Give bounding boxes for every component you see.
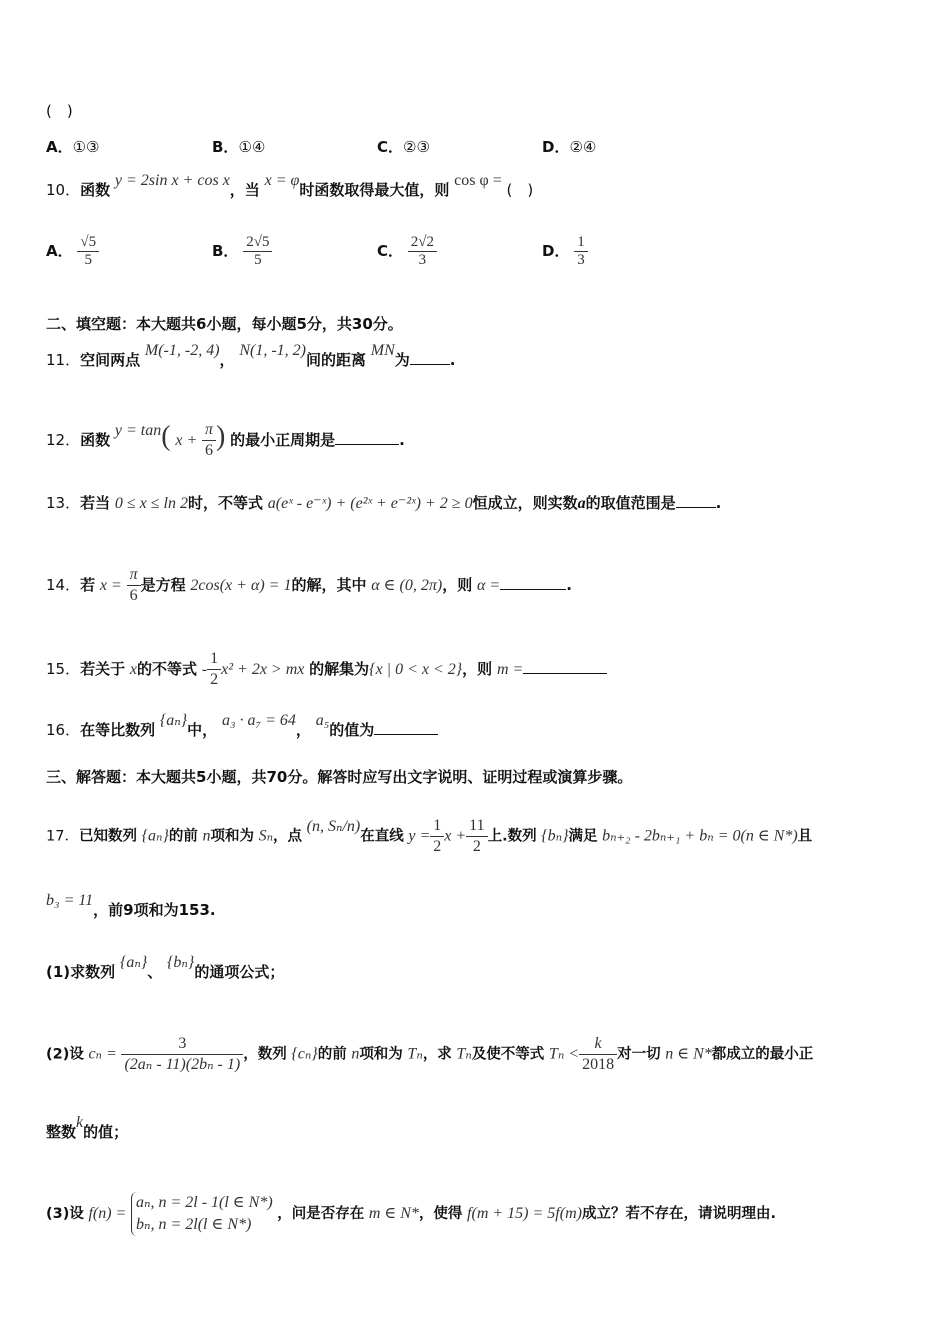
q12: 12．函数 y = tan( x + $\frac{\pi}{6}$ ) 的最小正周期是 . bbox=[46, 421, 405, 459]
q17-line1: 17．已知数列 {aₙ}的前 n项和为 Sₙ，点 (n, Sₙ/n)在直线 y = $\frac{1}{2}$ x + $\frac{11}{2}$ 上.数列 {bₙ}满足 bₙ₊₂ - 2bₙ₊₁ + bₙ = 0(n ∈ N*)且 bbox=[46, 817, 813, 855]
q9-option-c: C．②③ bbox=[377, 138, 430, 156]
q14: 14．若 x = $\frac{\pi}{6}$ 是方程 2cos(x + α) = 1的解，其中 α ∈ (0, 2π)，则 α = . bbox=[46, 566, 572, 604]
q9-option-b: B．①④ bbox=[212, 138, 266, 156]
q11: 11．空间两点 M(-1, -2, 4)， N(1, -1, 2)间的距离 MN为 . bbox=[46, 342, 456, 369]
q17-part2-cont: 整数k的值； bbox=[46, 1114, 129, 1141]
q9-option-a: A．①③ bbox=[46, 138, 100, 156]
q10-option-d: D． $\frac{1}{3}$ bbox=[542, 234, 588, 269]
q17-line2: b₃ = 11，前9项和为153. bbox=[46, 892, 216, 919]
q16: 16．在等比数列 {aₙ}中， a₃ · a₇ = 64， a₅的值为 bbox=[46, 720, 438, 741]
q10-stem: 10．函数 y = 2sin x + cos x，当 x = φ时函数取得最大值，则 cos φ = ( ) bbox=[46, 172, 534, 199]
q13: 13．若当 0 ≤ x ≤ ln 2时，不等式 a(eˣ - e⁻ˣ) + (e²ˣ + e⁻²ˣ) + 2 ≥ 0恒成立，则实数a的取值范围是 . bbox=[46, 494, 722, 512]
q10-cond: x = φ bbox=[264, 172, 300, 189]
q10-ask: cos φ = bbox=[454, 172, 502, 189]
q9-option-d: D．②④ bbox=[542, 138, 597, 156]
q12-answer-blank[interactable] bbox=[335, 430, 399, 445]
q16-answer-blank[interactable] bbox=[374, 720, 438, 735]
q14-answer-blank[interactable] bbox=[500, 575, 566, 590]
section-heading-solutions: 三、解答题：本大题共5小题，共70分。解答时应写出文字说明、证明过程或演算步骤。 bbox=[46, 768, 633, 786]
q13-answer-blank[interactable] bbox=[676, 493, 716, 508]
q10-expr: y = 2sin x + cos x bbox=[114, 172, 230, 189]
q10-option-c: C． $\frac{2√2}{3}$ bbox=[377, 234, 437, 269]
q17-part1: (1)求数列 {aₙ}、 {bₙ}的通项公式； bbox=[46, 954, 285, 981]
q17-part3: (3)设 f(n) = aₙ, n = 2l - 1(l ∈ N*) bₙ, n = 2l(l ∈ N*) ，问是否存在 m ∈ N*，使得 f(m + 15) = 5f(m)成立？若不存在，请说明理由. bbox=[46, 1192, 776, 1236]
q11-answer-blank[interactable] bbox=[410, 350, 450, 365]
section-heading-fill-in: 二、填空题：本大题共6小题，每小题5分，共30分。 bbox=[46, 315, 403, 333]
q10-option-a: A． $\frac{√5}{5}$ bbox=[46, 234, 99, 269]
q17-part2: (2)设 cₙ = $\frac{3}{\text{(2aₙ - 11)(2bₙ - 1)}}$ ，数列 {cₙ}的前 n项和为 Tₙ，求 Tₙ及使不等式 Tₙ < $\frac{k}{2018}$ 对一切 n ∈ N*都成立的最小正 bbox=[46, 1035, 814, 1073]
q15: 15．若关于 x的不等式 - $\frac{1}{2}$ x² + 2x > mx 的解集为{x | 0 < x < 2}，则 m = bbox=[46, 649, 607, 690]
q10-option-b: B． $\frac{2√5}{5}$ bbox=[212, 234, 272, 269]
q9-paren: ( ) bbox=[46, 102, 73, 120]
q15-answer-blank[interactable] bbox=[523, 659, 607, 674]
